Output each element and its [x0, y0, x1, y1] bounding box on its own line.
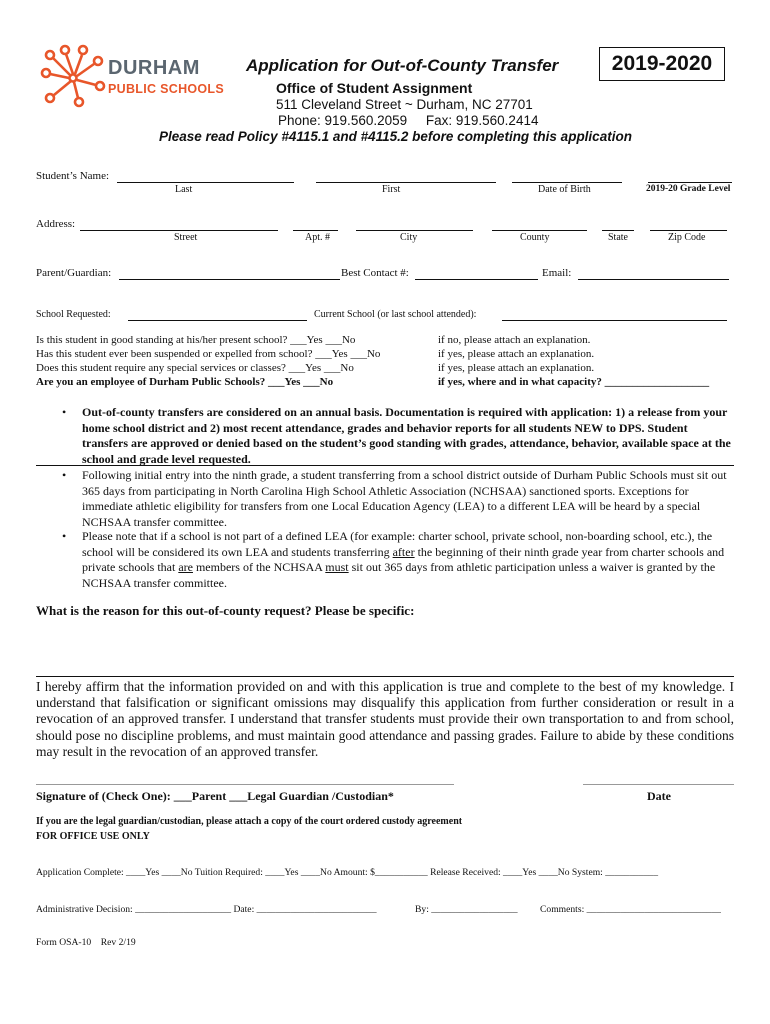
reason-answer-area[interactable]: [36, 622, 734, 672]
note-employee[interactable]: if yes, where and in what capacity? ___________________: [438, 376, 710, 388]
signature-field[interactable]: [36, 784, 454, 785]
affirmation-text: I hereby affirm that the information provided on and with this application is true and complete to the best of my knowledge. I understand that falsification or significant omissions may disqualify this application from further consideration or result in a revocation of an approved transfer. I understand that transfer students must provide their own transportation to and from school, should pose no discipline problems, and must maintain good attendance and passing grades. Failure to abide by these conditions may result in the revocation of an approved transfer.: [36, 679, 734, 759]
email-label: Email:: [542, 267, 572, 279]
comments-field[interactable]: Comments: ____________________________: [540, 904, 721, 915]
document-title: Application for Out-of-County Transfer: [246, 56, 559, 75]
office-use-line1[interactable]: Application Complete: ____Yes ____No Tuition Required: ____Yes ____No Amount: $___________ Release Received: ____Yes ____No System: ___________: [36, 867, 658, 878]
state-caption: State: [608, 232, 628, 243]
office-address: 511 Cleveland Street ~ Durham, NC 27701: [276, 97, 533, 112]
school-requested-label: School Requested:: [36, 309, 111, 320]
street-field[interactable]: [80, 230, 278, 231]
zip-caption: Zip Code: [668, 232, 706, 243]
parent-guardian-label: Parent/Guardian:: [36, 267, 112, 279]
student-dob-field[interactable]: [512, 182, 622, 183]
question-special-services[interactable]: Does this student require any special services or classes? ___Yes ___No: [36, 362, 354, 374]
policy-note: Please read Policy #4115.1 and #4115.2 before completing this application: [159, 129, 632, 144]
current-school-label: Current School (or last school attended):: [314, 309, 477, 320]
apt-field[interactable]: [293, 230, 338, 231]
city-caption: City: [400, 232, 418, 243]
bullet-lea-note: Please note that if a school is not part of a defined LEA (for example: charter school, private school, non-boarding school, etc.), the school will be considered its own LEA and students transferring after the beginning of their ninth grade year from charter schools and private schools that are members of the NCHSAA must sit out 365 days from athletic participation unless a waiver is granted by the NCHSAA transfer committee.: [82, 529, 725, 590]
apt-caption: Apt. #: [305, 232, 330, 243]
question-suspended[interactable]: Has this student ever been suspended or expelled from school? ___Yes ___No: [36, 348, 381, 360]
question-employee[interactable]: Are you an employee of Durham Public Schools? ___Yes ___No: [36, 376, 334, 388]
note-special-services: if yes, please attach an explanation.: [438, 362, 595, 374]
signature-label[interactable]: Signature of (Check One): ___Parent ___Legal Guardian /Custodian*: [36, 789, 394, 803]
bullet-dot: •: [62, 405, 67, 419]
street-caption: Street: [174, 232, 198, 243]
form-number: Form OSA-10 Rev 2/19: [36, 937, 136, 948]
county-field[interactable]: [492, 230, 587, 231]
bullet-athletic-eligibility: Following initial entry into the ninth grade, a student transferring from a school district outside of Durham Public Schools must sit out 365 days from participating in North Carolina High School Athletic Association (NCHSAA) sanctioned sports. Exceptions for immediate athletic eligibility for transfers from one Local Education Agency (LEA) to a different LEA will be heard by a special NCHSAA transfer committee.: [82, 468, 727, 529]
zip-field[interactable]: [650, 230, 727, 231]
student-name-label: Student’s Name:: [36, 170, 110, 182]
custody-note: If you are the legal guardian/custodian, please attach a copy of the court ordered custody agreement: [36, 816, 463, 827]
student-grade-field[interactable]: [648, 182, 732, 183]
office-name: Office of Student Assignment: [276, 80, 473, 96]
note-good-standing: if no, please attach an explanation.: [438, 334, 591, 346]
dob-caption: Date of Birth: [538, 184, 591, 195]
bullet-dot: •: [62, 529, 67, 543]
logo-name: DURHAM: [108, 57, 200, 79]
bullet-dot: •: [62, 468, 67, 482]
email-field[interactable]: [578, 279, 729, 280]
parent-guardian-field[interactable]: [119, 279, 340, 280]
best-contact-label: Best Contact #:: [341, 267, 409, 279]
state-field[interactable]: [602, 230, 634, 231]
city-field[interactable]: [356, 230, 473, 231]
office-use-heading: FOR OFFICE USE ONLY: [36, 831, 150, 842]
school-year-box: 2019-2020: [599, 47, 725, 81]
divider: [36, 676, 734, 677]
last-caption: Last: [175, 184, 193, 195]
county-caption: County: [520, 232, 550, 243]
student-last-name-field[interactable]: [117, 182, 294, 183]
logo-subtitle: PUBLIC SCHOOLS: [108, 82, 225, 96]
administrative-decision[interactable]: Administrative Decision: ____________________ Date: _________________________: [36, 904, 377, 915]
grade-caption: 2019-20 Grade Level: [646, 184, 731, 194]
school-requested-field[interactable]: [128, 320, 307, 321]
best-contact-field[interactable]: [415, 279, 538, 280]
office-phone-fax: Phone: 919.560.2059 Fax: 919.560.2414: [278, 113, 539, 128]
date-field[interactable]: [583, 784, 734, 785]
first-caption: First: [382, 184, 401, 195]
bullet-annual-basis: Out-of-county transfers are considered on an annual basis. Documentation is required with application: 1) a release from your home school district and 2) most recent attendance, grades and behavior reports for all students NEW to DPS. Student transfers are approved or denied based on the student’s good standing with grades, attendance, behavior, available space at the school and grade level requested.: [82, 405, 731, 466]
by-field[interactable]: By: __________________: [415, 904, 518, 915]
note-suspended: if yes, please attach an explanation.: [438, 348, 595, 360]
current-school-field[interactable]: [502, 320, 727, 321]
date-label: Date: [647, 789, 671, 803]
student-first-name-field[interactable]: [316, 182, 496, 183]
question-good-standing[interactable]: Is this student in good standing at his/her present school? ___Yes ___No: [36, 334, 356, 346]
address-label: Address:: [36, 218, 76, 230]
reason-question: What is the reason for this out-of-county request? Please be specific:: [36, 603, 415, 618]
divider: [36, 465, 734, 466]
